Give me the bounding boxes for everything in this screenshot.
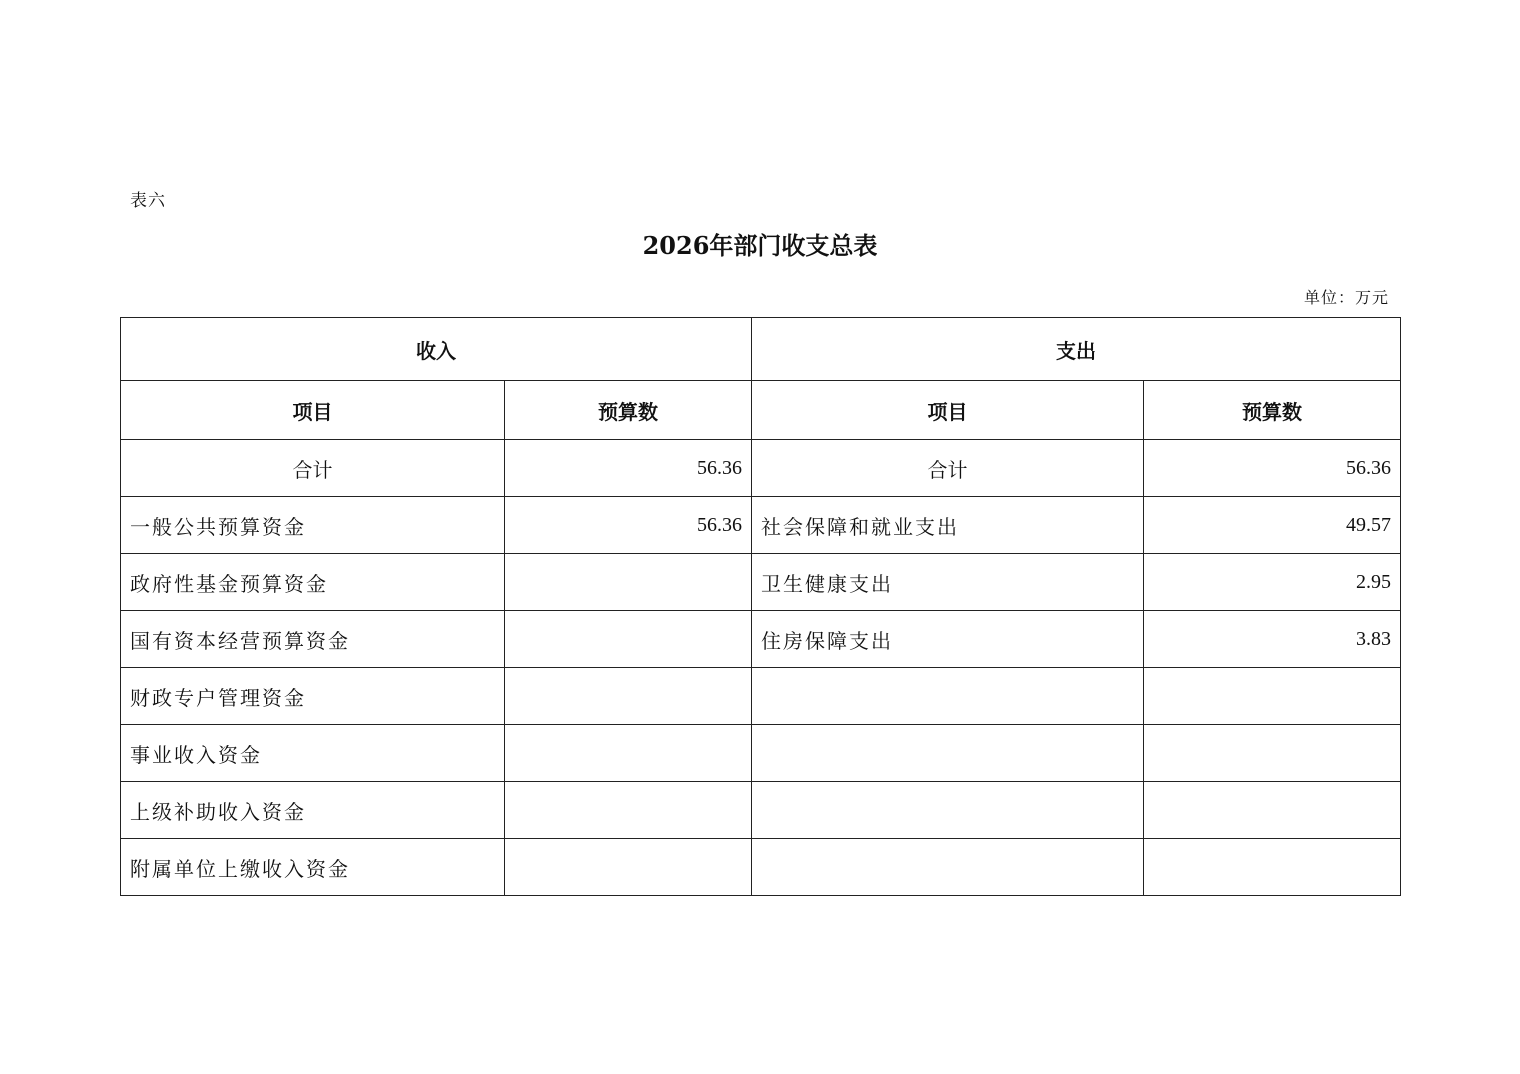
- expenditure-amount-cell: [1144, 839, 1401, 896]
- income-amount-cell: [505, 782, 752, 839]
- expenditure-total-amount: 56.36: [1144, 440, 1401, 497]
- expenditure-item-cell: 住房保障支出: [752, 611, 1144, 668]
- income-item-cell: 附属单位上缴收入资金: [121, 839, 505, 896]
- column-header-row: [121, 381, 1401, 440]
- income-total-label: 合计: [121, 440, 505, 497]
- table-row: [121, 554, 1401, 611]
- expenditure-item-cell: 社会保障和就业支出: [752, 497, 1144, 554]
- expenditure-amount-cell: [1144, 782, 1401, 839]
- expenditure-item-cell: [752, 839, 1144, 896]
- income-amount-cell: [505, 611, 752, 668]
- unit-note: 单位：万元: [1303, 288, 1389, 307]
- income-amount-cell: 56.36: [505, 497, 752, 554]
- income-amount-cell: [505, 839, 752, 896]
- income-amount-cell: [505, 554, 752, 611]
- income-amount-header: 预算数: [505, 381, 752, 440]
- income-total-amount: 56.36: [505, 440, 752, 497]
- income-amount-cell: [505, 725, 752, 782]
- table-row: [121, 668, 1401, 725]
- table-row: [121, 497, 1401, 554]
- expenditure-item-cell: [752, 782, 1144, 839]
- expenditure-amount-cell: [1144, 725, 1401, 782]
- table-row: [121, 611, 1401, 668]
- income-item-cell: 上级补助收入资金: [121, 782, 505, 839]
- income-item-cell: 国有资本经营预算资金: [121, 611, 505, 668]
- expenditure-item-cell: 卫生健康支出: [752, 554, 1144, 611]
- expenditure-amount-cell: 2.95: [1144, 554, 1401, 611]
- expenditure-item-cell: [752, 668, 1144, 725]
- expenditure-item-header: 项目: [752, 381, 1144, 440]
- section-header-row: [121, 318, 1401, 381]
- income-item-cell: 事业收入资金: [121, 725, 505, 782]
- income-item-cell: 财政专户管理资金: [121, 668, 505, 725]
- page-title: 2026年部门收支总表: [642, 231, 878, 260]
- expenditure-amount-cell: 3.83: [1144, 611, 1401, 668]
- total-row: [121, 440, 1401, 497]
- table-row: [121, 782, 1401, 839]
- income-amount-cell: [505, 668, 752, 725]
- income-item-cell: 一般公共预算资金: [121, 497, 505, 554]
- table-row: [121, 725, 1401, 782]
- income-item-cell: 政府性基金预算资金: [121, 554, 505, 611]
- table-row: [121, 839, 1401, 896]
- expenditure-total-label: 合计: [752, 440, 1144, 497]
- income-item-header: 项目: [121, 381, 505, 440]
- income-section-header: 收入: [121, 318, 752, 381]
- expenditure-amount-header: 预算数: [1144, 381, 1401, 440]
- expenditure-amount-cell: 49.57: [1144, 497, 1401, 554]
- table-label: 表六: [130, 191, 166, 211]
- expenditure-item-cell: [752, 725, 1144, 782]
- expenditure-amount-cell: [1144, 668, 1401, 725]
- expenditure-section-header: 支出: [752, 318, 1401, 381]
- budget-table: [120, 317, 1401, 896]
